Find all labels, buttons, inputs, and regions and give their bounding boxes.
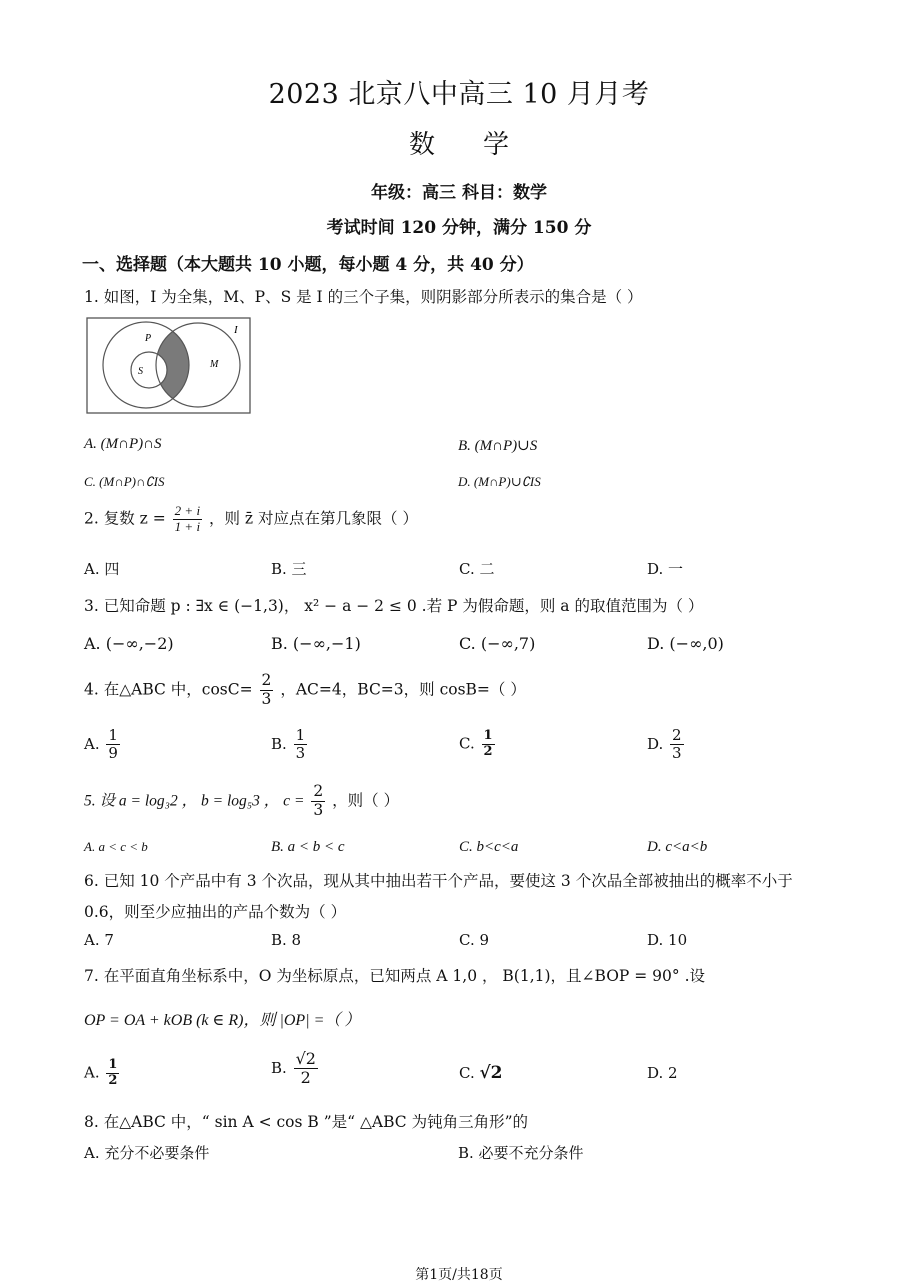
page-footer: 第1页/共18页: [415, 1267, 503, 1283]
q7-option-d: [647, 1064, 678, 1082]
denominator: 2: [300, 1068, 311, 1088]
q3-option-d: D. (−∞,0): [647, 634, 724, 653]
question-4: [84, 672, 526, 709]
numerator: 2: [672, 726, 682, 744]
q7-option-d-label: D.: [647, 1064, 664, 1082]
label-i: I: [234, 324, 238, 336]
q3-option-c: C. (−∞,7): [459, 634, 536, 653]
q4-option-c-label: C.: [459, 734, 475, 753]
q7-option-a: [84, 1058, 121, 1089]
q8-option-b: B. 必要不充分条件: [458, 1144, 584, 1162]
numerator: 1: [108, 1057, 118, 1072]
q1-option-d: D. (M∩P)∪∁IS: [458, 474, 541, 489]
q7-option-b: [271, 1050, 320, 1088]
label-p: P: [145, 333, 152, 344]
q6-option-b: B. 8: [271, 931, 302, 949]
q1-option-b: B. (M∩P)∪S: [458, 438, 538, 454]
q7-option-d-value: 2: [668, 1064, 678, 1082]
q5-option-d: D. c<a<b: [647, 839, 708, 855]
q7-option-c-label: C.: [459, 1064, 475, 1082]
q5-prefix: 5. 设 a = log₃2 ， b = log₅3 ， c =: [84, 792, 305, 810]
q2-option-a: A. 四: [84, 560, 120, 578]
q2-suffix: ，则 z̄ 对应点在第几象限（ ）: [209, 509, 418, 528]
q6-option-d: D. 10: [647, 931, 688, 949]
numerator: 1: [483, 728, 493, 743]
q4-option-c-fraction: [482, 729, 495, 760]
numerator: 1: [295, 726, 306, 744]
label-m: M: [210, 359, 219, 370]
exam-time-line: 考试时间 120 分钟，满分 150 分: [326, 218, 592, 238]
q4-numerator: 2: [261, 671, 272, 689]
q4-option-d-fraction: [670, 727, 684, 763]
question-7-line-1: 7. 在平面直角坐标系中，O 为坐标原点，已知两点 A 1,0 ， B(1,1)，且∠BOP = 90° .设: [84, 967, 706, 985]
numerator: 1: [108, 726, 118, 744]
q6-option-c: C. 9: [459, 931, 490, 949]
q7-option-a-label: A.: [84, 1063, 100, 1082]
q2-numerator: 2 + i: [174, 503, 201, 518]
q6-option-a: A. 7: [84, 931, 114, 949]
section-heading: 一、选择题（本大题共 10 小题，每小题 4 分，共 40 分）: [82, 255, 534, 275]
q5-option-c: C. b<c<a: [459, 839, 519, 855]
q1-option-a: A. (M∩P)∩S: [84, 436, 162, 452]
question-6-line-2: 0.6，则至少应抽出的产品个数为（ ）: [84, 903, 347, 921]
q7-option-c: [459, 1063, 503, 1083]
q4-option-d-label: D.: [647, 734, 664, 753]
q5-option-a: A. a < c < b: [84, 839, 148, 854]
q5-fraction: [311, 783, 325, 820]
q4-prefix: 4. 在△ABC 中，cosC=: [84, 680, 253, 699]
q4-fraction: [260, 672, 274, 709]
q4-option-b: [271, 727, 309, 763]
denominator: 3: [672, 744, 682, 763]
q7-option-c-value: √2: [479, 1063, 503, 1083]
question-1-text: 1. 如图，I 为全集，M、P、S 是 I 的三个子集，则阴影部分所表示的集合是（ ）: [84, 288, 643, 306]
denominator: 9: [108, 744, 118, 763]
q2-option-b: B. 三: [271, 560, 307, 578]
q5-option-b: B. a < b < c: [271, 839, 345, 855]
q5-suffix: ，则（ ）: [332, 791, 400, 810]
q7-option-b-label: B.: [271, 1058, 287, 1077]
q5-denominator: 3: [313, 800, 324, 819]
q4-option-d: [647, 727, 686, 763]
question-7-line-2: OP = OA + kOB (k ∈ R)，则 |OP| =（ ）: [84, 1012, 361, 1029]
q2-prefix: 2. 复数 z =: [84, 509, 166, 528]
numerator: √2: [295, 1049, 316, 1068]
subject-title: 数学: [408, 130, 557, 160]
q4-suffix: ，AC=4，BC=3，则 cosB=（ ）: [280, 680, 526, 699]
q4-option-a-label: A.: [84, 734, 100, 753]
q3-option-a: A. (−∞,−2): [84, 634, 174, 653]
question-6-line-1: 6. 已知 10 个产品中有 3 个次品，现从其中抽出若干个产品，要使这 3 个次品全部被抽出的概率不小于: [84, 872, 793, 890]
q1-option-c: C. (M∩P)∩∁IS: [84, 474, 165, 489]
question-3-text: 3. 已知命题 p : ∃x ∈ (−1,3)， x² − a − 2 ≤ 0 .若 P 为假命题，则 a 的取值范围为（ ）: [84, 597, 704, 615]
q4-denominator: 3: [261, 689, 272, 708]
q8-option-a: A. 充分不必要条件: [84, 1144, 210, 1162]
q4-option-b-label: B.: [271, 734, 287, 753]
q2-option-c: C. 二: [459, 560, 495, 578]
q2-denominator: 1 + i: [174, 518, 201, 534]
grade-subject-line: 年级：高三 科目：数学: [371, 183, 547, 203]
q3-option-b: B. (−∞,−1): [271, 634, 361, 653]
q4-option-b-fraction: [294, 727, 308, 763]
q4-option-a: [84, 727, 122, 763]
denominator: 2: [108, 1072, 118, 1088]
q7-option-a-fraction: [106, 1058, 119, 1089]
denominator: 2: [483, 743, 493, 759]
q4-option-a-fraction: [106, 727, 120, 763]
question-5: [84, 783, 399, 820]
q2-fraction: [173, 504, 202, 535]
label-s: S: [138, 366, 143, 377]
denominator: 3: [295, 744, 306, 763]
q7-option-b-fraction: [294, 1050, 318, 1088]
q4-option-c: [459, 729, 497, 760]
q2-option-d: D. 一: [647, 560, 684, 578]
question-8-text: 8. 在△ABC 中，“ sin A < cos B ”是“ △ABC 为钝角三角形”的: [84, 1113, 528, 1131]
question-2: [84, 504, 418, 535]
venn-diagram: [86, 317, 252, 415]
q5-numerator: 2: [313, 782, 324, 800]
page-title: 2023 北京八中高三 10 月月考: [268, 79, 650, 110]
